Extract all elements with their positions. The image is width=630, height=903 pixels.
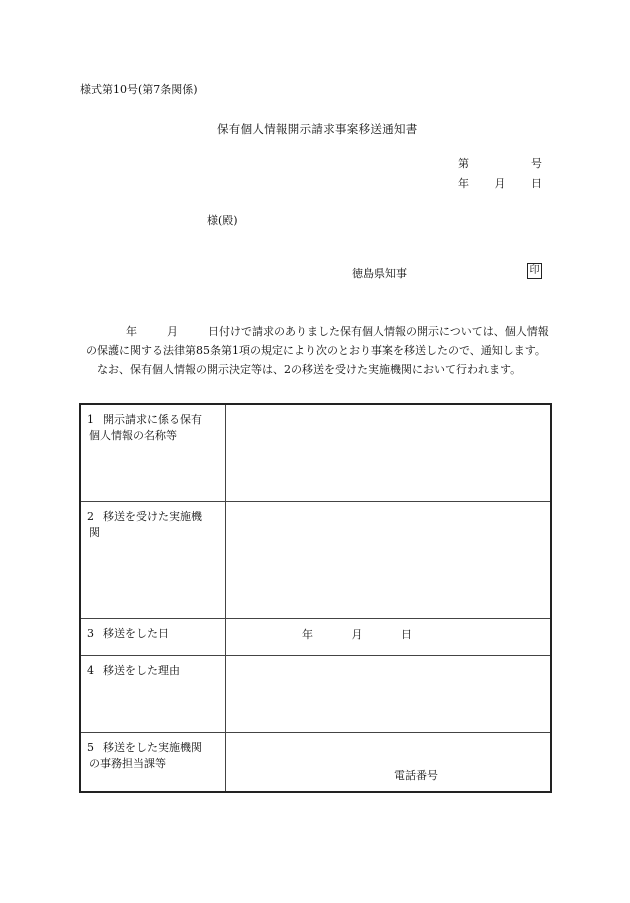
transfer-day: 日 — [401, 627, 412, 641]
form-number: 様式第10号(第7条関係) — [80, 83, 198, 96]
row-3-value — [226, 618, 552, 655]
seal-mark: 印 — [527, 263, 542, 279]
document-number — [458, 155, 542, 171]
row-2-value — [226, 501, 552, 618]
transfer-date — [302, 626, 412, 642]
body-paragraph-1-text: 日付けで請求のありました保有個人情報の開示については、個人情報の保護に関する法律第85条第1項の規定により次のとおり事案を移送したので、通知します。 — [86, 325, 549, 357]
table-row — [80, 732, 551, 792]
date-month: 月 — [494, 177, 506, 190]
row-4-value — [226, 655, 552, 732]
row-3-label: 3 移送をした日 — [80, 618, 226, 655]
number-prefix: 第 — [458, 157, 469, 170]
row-1-label: 1 開示請求に係る保有 個人情報の名称等 — [80, 404, 226, 501]
body-paragraph-2: なお、保有個人情報の開示決定等は、2の移送を受けた実施機関において行われます。 — [97, 363, 522, 376]
document-date — [458, 175, 542, 191]
body-year: 年 — [126, 325, 137, 338]
table-row — [80, 501, 551, 618]
transfer-month: 月 — [351, 627, 363, 641]
row-2-label: 2 移送を受けた実施機 関 — [80, 501, 226, 618]
table-row — [80, 618, 551, 655]
row-5-value — [226, 732, 552, 792]
info-table — [79, 403, 552, 793]
number-suffix: 号 — [531, 157, 542, 170]
row-5-label: 5 移送をした実施機関 の事務担当課等 — [80, 732, 226, 792]
row-1-value — [226, 404, 552, 501]
table-row — [80, 404, 551, 501]
document-title: 保有個人情報開示請求事案移送通知書 — [217, 122, 418, 136]
phone-label: 電話番号 — [394, 768, 438, 782]
transfer-year: 年 — [302, 627, 313, 641]
body-month: 月 — [167, 325, 178, 338]
row-4-label: 4 移送をした理由 — [80, 655, 226, 732]
sender-name: 徳島県知事 — [352, 267, 407, 280]
date-day: 日 — [531, 177, 542, 190]
date-year: 年 — [458, 177, 469, 190]
addressee: 様(殿) — [207, 214, 238, 227]
table-row — [80, 655, 551, 732]
body-paragraph-1 — [86, 322, 554, 360]
body-text — [86, 322, 554, 379]
